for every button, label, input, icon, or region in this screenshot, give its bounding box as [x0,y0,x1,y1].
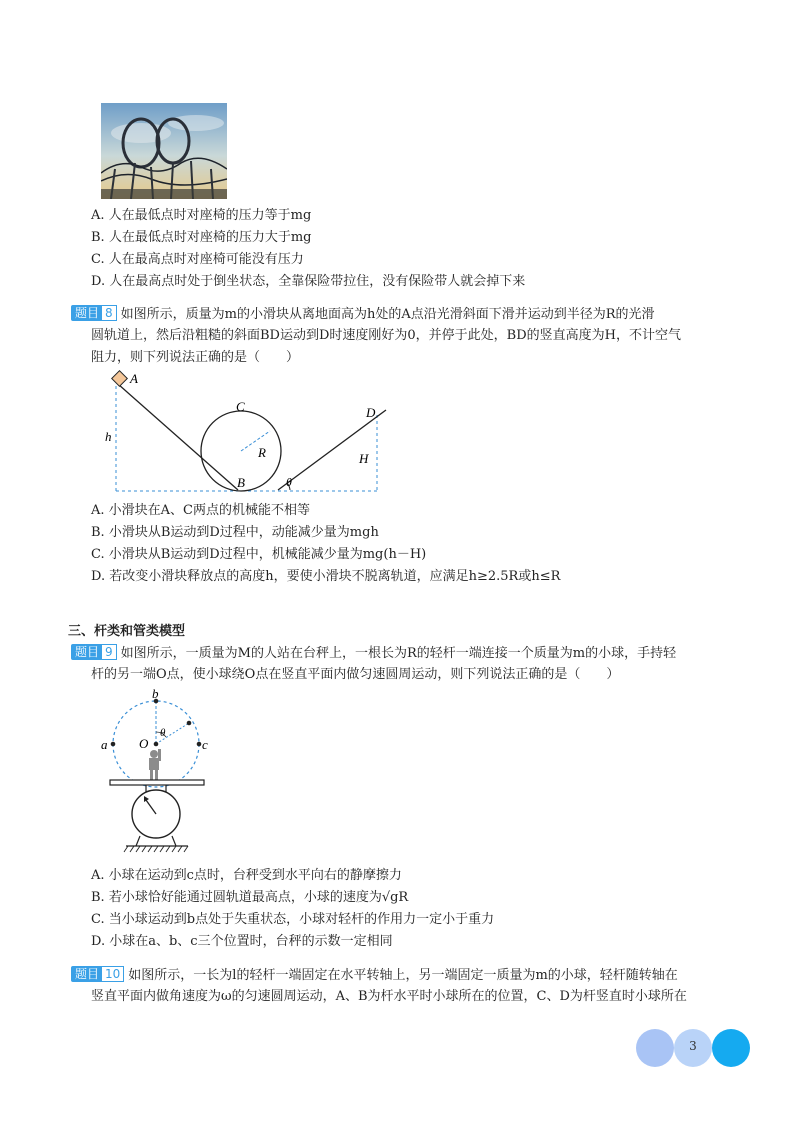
q9-stem-line-2: 杆的另一端O点，使小球绕O点在竖直平面内做匀速圆周运动，则下列说法正确的是（ ） [91,667,620,682]
q9-scale-figure [100,686,220,858]
label-b-point: b [152,686,159,701]
question-tag: 题目 [71,644,103,660]
q9-option-d: D. 小球在a、b、c三个位置时，台秤的示数一定相同 [91,934,393,949]
question-number: 9 [101,644,117,660]
badge-circle-dark [712,1029,750,1067]
q10-stem-line-2: 竖直平面内做角速度为ω的匀速圆周运动，A、B为杆水平时小球所在的位置，C、D为杆竖直时小球所在 [91,989,687,1004]
label-h: h [105,429,112,444]
roller-coaster-photo [101,103,227,199]
label-a: A [130,371,138,386]
q9-stem-line-1 [71,644,676,663]
label-r: R [258,445,266,460]
q7-option-d: D. 人在最高点时处于倒坐状态，全靠保险带拉住，没有保险带人就会掉下来 [91,274,526,289]
badge-circle-light [636,1029,674,1067]
question-number: 10 [101,966,124,982]
section-title: 三、杆类和管类模型 [68,624,186,639]
q7-option-b: B. 人在最低点时对座椅的压力大于mg [91,230,312,245]
label-c: C [236,399,245,414]
q8-option-c: C. 小滑块从B运动到D过程中，机械能减少量为mg(h－H) [91,547,427,562]
q8-stem-text-1: 如图所示，质量为m的小滑块从离地面高为h处的A点沿光滑斜面下滑并运动到半径为R的光滑 [120,307,655,322]
q8-stem-line-3: 阻力，则下列说法正确的是（ ） [91,350,300,365]
q8-option-d: D. 若改变小滑块释放点的高度h，要使小滑块不脱离轨道，应满足h≥2.5R或h≤R [91,569,561,584]
page-number: 3 [689,1039,697,1053]
question-tag: 题目 [71,966,103,982]
q9-option-a: A. 小球在运动到c点时，台秤受到水平向右的静摩擦力 [91,868,402,883]
q9-option-b: B. 若小球恰好能通过圆轨道最高点，小球的速度为√gR [91,890,409,905]
q10-stem-text-1: 如图所示，一长为l的轻杆一端固定在水平转轴上，另一端固定一质量为m的小球，轻杆随转轴在 [128,968,678,983]
label-c-point: c [202,737,208,752]
label-theta-9: θ [160,727,166,739]
label-o-point: O [139,736,149,751]
question-tag: 题目 [71,305,103,321]
q7-option-c: C. 人在最高点时对座椅可能没有压力 [91,252,304,267]
q8-option-a: A. 小滑块在A、C两点的机械能不相等 [91,503,310,518]
q8-stem-line-1 [71,305,655,324]
label-theta: θ [286,475,292,489]
q8-option-b: B. 小滑块从B运动到D过程中，动能减少量为mgh [91,525,379,540]
label-b: B [237,475,245,490]
q9-option-c: C. 当小球运动到b点处于失重状态，小球对轻杆的作用力一定小于重力 [91,912,495,927]
question-number: 8 [101,305,117,321]
q10-stem-line-1 [71,966,678,985]
q8-stem-line-2: 圆轨道上，然后沿粗糙的斜面BD运动到D时速度刚好为0，并停于此处，BD的竖直高度为H，不计空气 [91,328,681,343]
label-h-upper: H [359,451,369,466]
q8-track-figure [100,368,400,496]
page-number-badge [636,1029,752,1067]
q7-option-a: A. 人在最低点时对座椅的压力等于mg [91,208,312,223]
label-d: D [366,405,376,420]
label-a-point: a [101,737,108,752]
q9-stem-text-1: 如图所示，一质量为M的人站在台秤上，一根长为R的轻杆一端连接一个质量为m的小球，手持轻 [120,646,677,661]
